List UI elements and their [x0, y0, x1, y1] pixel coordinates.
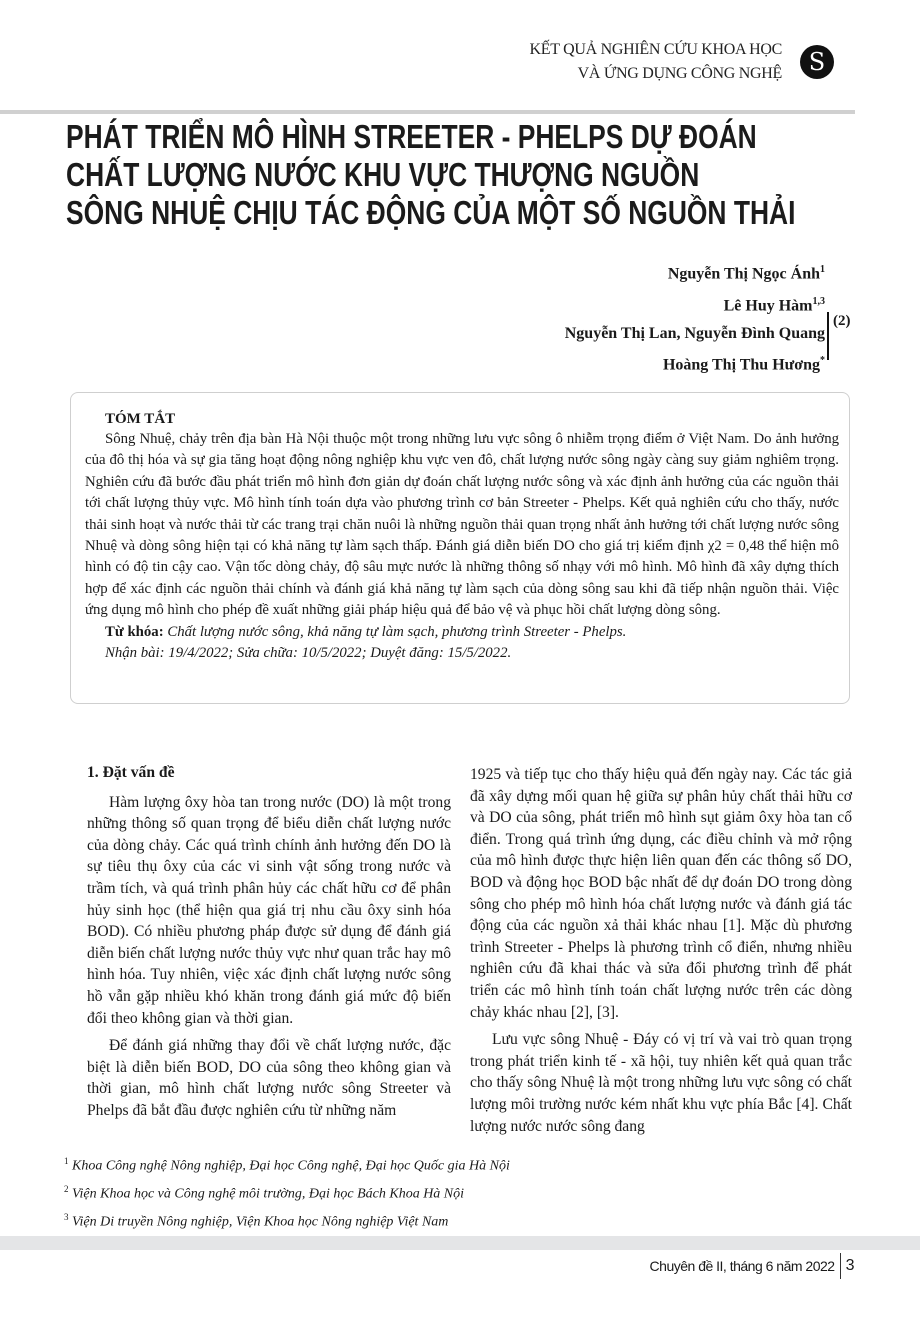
title-line: SÔNG NHUỆ CHỊU TÁC ĐỘNG CỦA MỘT SỐ NGUỒN THẢI: [66, 194, 796, 231]
author: Nguyễn Thị Lan, Nguyễn Đình Quang: [564, 324, 825, 342]
running-header: [530, 38, 782, 86]
paragraph: Hàm lượng ôxy hòa tan trong nước (DO) là một trong những thông số quan trọng để biểu diễn chất lượng nước của dòng chảy. Các quá trình chính ảnh hưởng đến DO là sự tiêu thụ ôxy của các vi sinh vật sống trong nước và trầm tích, và quá trình phân hủy các chất hữu cơ để phân hủy sinh học (thể hiện qua giá trị nhu cầu ôxy sinh hóa BOD). Có nhiều phương pháp được sử dụng để đánh giá diễn biến chất lượng nước thủy vực như quan trắc hay mô hình hóa. Tuy nhiên, việc xác định chất lượng nước sông hồ vẫn gặp nhiều khó khăn trong đánh giá mức độ biến đổi theo không gian và thời gian.: [87, 793, 451, 1027]
footnote: $^1$ Khoa Công nghệ Nông nghiệp, Đại học Công nghệ, Đại học Quốc gia Hà Nội: [64, 1156, 510, 1174]
author-list: [565, 256, 825, 379]
section-heading: 1. Đặt vấn đề: [87, 764, 175, 781]
title-line: CHẤT LƯỢNG NƯỚC KHU VỰC THƯỢNG NGUỒN: [66, 156, 700, 193]
header-line-1: KẾT QUẢ NGHIÊN CỨU KHOA HỌC: [529, 41, 782, 58]
page-number: 3: [845, 1257, 854, 1274]
paragraph: Để đánh giá những thay đổi về chất lượng nước, đặc biệt là diễn biến BOD, DO của sông theo không gian và thời gian, mô hình chất lượng nước sông Streeter và Phelps đã bắt đầu được nghiên cứu từ những năm: [87, 1037, 451, 1119]
author: Lê Huy Hàm$^{1,3}$: [723, 295, 825, 315]
footer-band: [0, 1236, 920, 1250]
abstract-box: [70, 392, 850, 704]
author: Nguyễn Thị Ngọc Ánh$^1$: [667, 264, 825, 283]
author-group-bracket: [827, 312, 829, 360]
keywords: Từ khóa: Chất lượng nước sông, khả năng tự làm sạch, phương trình Streeter - Phelps.: [105, 623, 627, 640]
footnote: $^3$ Viện Di truyền Nông nghiệp, Viện Khoa học Nông nghiệp Việt Nam: [64, 1212, 449, 1230]
column-left: [87, 762, 451, 1128]
article-dates: Nhận bài: 19/4/2022; Sửa chữa: 10/5/2022; Duyệt đăng: 15/5/2022.: [105, 645, 512, 662]
header-line-2: VÀ ỨNG DỤNG CÔNG NGHỆ: [577, 65, 782, 82]
issue-info: Chuyên đề II, tháng 6 năm 2022: [649, 1258, 835, 1274]
footnote: $^2$ Viện Khoa học và Công nghệ môi trường, Đại học Bách Khoa Hà Nội: [64, 1184, 465, 1202]
author-group-affiliation: (2): [833, 313, 851, 329]
paragraph: Lưu vực sông Nhuệ - Đáy có vị trí và vai trò quan trọng trong phát triển kinh tế - xã hội, tuy nhiên kết quả quan trắc cho thấy sông Nhuệ là một trong những lưu vực sông có chất lượng môi trường nước kém nhất khu vực phía Bắc [4]. Chất lượng nước nước sông đang: [470, 1031, 852, 1135]
column-right: [470, 764, 852, 1143]
journal-logo-icon: S: [800, 45, 834, 79]
article-title: [66, 118, 866, 232]
footnotes: [64, 1150, 510, 1234]
header-divider: [0, 110, 855, 114]
title-line: PHÁT TRIỂN MÔ HÌNH STREETER - PHELPS DỰ ĐOÁN: [66, 118, 757, 155]
paragraph: 1925 và tiếp tục cho thấy hiệu quả đến ngày nay. Các tác giả đã xây dựng mối quan hệ giữa sự phân hủy chất thải hữu cơ và DO của sông, phát triển mô hình sụt giảm ôxy hòa tan cổ điển. Trong quá trình ứng dụng, các điều chỉnh và mở rộng của mô hình được thực hiện liên quan đến các thông số DO, BOD và động học BOD bậc nhất để dự đoán DO trong dòng sông cho phép mô hình hóa chất lượng nước và đánh giá tác động của các nguồn xả thải khác nhau [1]. Mặc dù phương trình Streeter - Phelps là phương trình cổ điển, nhưng nhiều nghiên cứu đã khai thác và sửa đổi phương trình để phát triển các mô hình tính toán chất lượng nước trên các dòng chảy khác nhau [2], [3].: [470, 766, 852, 1021]
page-footer: [650, 1253, 854, 1279]
author: Hoàng Thị Thu Hương*: [662, 355, 825, 374]
footer-divider: [840, 1253, 841, 1279]
abstract-heading: TÓM TẮT: [105, 411, 176, 427]
abstract-text: Sông Nhuệ, chảy trên địa bàn Hà Nội thuộc một trong những lưu vực sông ô nhiễm trọng điểm ở Việt Nam. Do ảnh hưởng của đô thị hóa và sự gia tăng hoạt động nông nghiệp khu vực ven đô, chất lượng nước sông ngày càng suy giảm nghiêm trọng. Nghiên cứu đã bước đầu phát triển mô hình đơn giản dự đoán chất lượng nước sông và xác định ảnh hưởng của các nguồn thải tới chất lượng thủy vực. Mô hình tính toán dựa vào phương trình cơ bản Streeter - Phelps. Kết quả nghiên cứu cho thấy, nước thải sinh hoạt và nước thải từ các trang trại chăn nuôi là những nguồn thải quan trọng nhất ảnh hưởng tới chất lượng nước sông Nhuệ và dòng sông hiện tại có khả năng tự làm sạch thấp. Đánh giá diễn biến DO cho giá trị kiểm định χ2 = 0,48 thể hiện mô hình có độ tin cậy cao. Vận tốc dòng chảy, độ sâu mực nước là những thông số nhạy với mô hình. Mô hình đã xây dựng thích hợp để xác định các nguồn thải chính và đánh giá khả năng tự làm sạch của dòng sông sau khi đã tiếp nhận nguồn thải. Việc ứng dụng mô hình cho phép đề xuất những giải pháp hiệu quả để bảo vệ và phục hồi chất lượng dòng sông.: [85, 431, 839, 619]
